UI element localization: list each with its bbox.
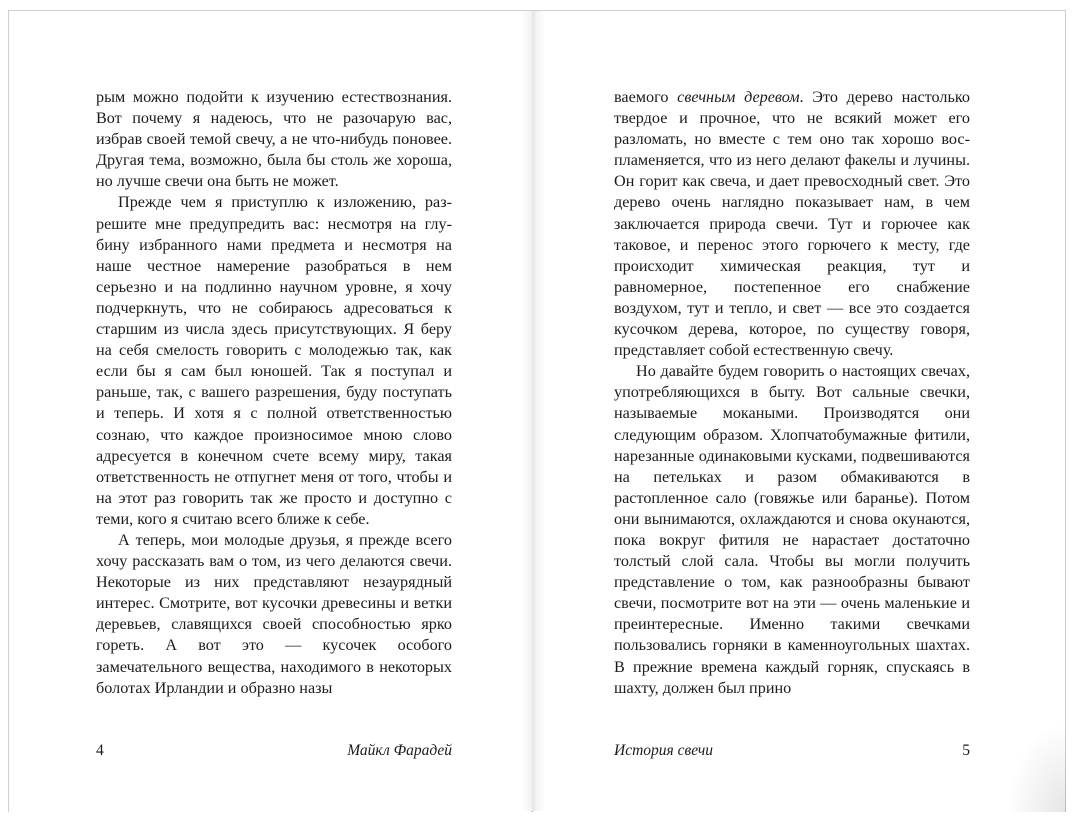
left-page xyxy=(9,11,531,812)
paragraph-start: ваемого xyxy=(614,88,678,106)
page-corner-shadow xyxy=(1006,722,1066,812)
paragraph: Но давайте будем говорить о настоящих свечах, употребляющихся в быту. Вот сальные свечки, называемые мокаными. Производятся они следующим образом. Хлопчатобумажные фитили, нарезанные одинаковыми кусками, подвешиваются на петельках и разом обмакиваются в растопленное сало (говяжье или баранье). Потом они вынимаются, охлаждаются и снова окунаются, пока вокруг фитиля не нарастает достаточно толстый слой сала. Чтобы вы могли получить представление о том, как разнообразны бывают свечи, посмотрите вот на эти — очень маленькие и преинтересные. Именно такими свечками пользовались горняки в каменноугольных шахтах. В прежние времена каждый горняк, спускаясь в шахту, должен был прино xyxy=(614,362,970,697)
paragraph: рым можно подойти к изучению естествознания. Вот почему я надеюсь, что не разочарую вас, избрав своей темой свечу, а не что-нибудь поновее. Другая тема, возможно, была бы столь же хороша, но лучше свечи она быть не может. xyxy=(96,88,452,191)
italic-term: свечным деревом xyxy=(677,88,800,106)
page-number: 4 xyxy=(96,742,104,759)
running-title: История свечи xyxy=(614,742,714,759)
book-gutter-shadow xyxy=(521,11,545,811)
running-title: Майкл Фарадей xyxy=(347,742,452,759)
paragraph-rest: . Это дерево настолько твердое и прочное, что не всякий может его разломать, но вместе с тем оно так хорошо воспламеняется, что из него делают факелы и лучины. Он горит как свеча, и дает превосходный свет. Это дерево очень наглядно показывает нам, в чем заключается природа свечи. Тут и горючее как таковое, и перенос этого горючего к месту, где происходит химическая реакция, тут и равномерное, постепенное его снабжение воздухом, тут и тепло, и свет — все это создается кусочком дерева, которое, по существу говоря, представляет собой естественную свечу. xyxy=(614,88,970,360)
page-number: 5 xyxy=(962,742,970,759)
paragraph xyxy=(614,87,970,361)
paragraph: Прежде чем я приступлю к изложению, разрешите мне предупредить вас: несмотря на глубину избранного нами предмета и несмотря на наше честное намерение разобраться в нем серьезно и на подлинно научном уровне, я хочу подчеркнуть, что не собираюсь адресоваться к старшим из числа здесь присутствующих. Я беру на себя смелость говорить с молодежью так, как если бы я сам был юношей. Так я поступал и раньше, так, с вашего разрешения, буду поступать и теперь. И хотя я с полной ответственностью сознаю, что каждое произносимое мною слово адресуется в конечном счете всему миру, такая ответственность не отпугнет меня от того, чтобы и на этот раз говорить так же просто и доступно с теми, кого я считаю всего ближе к себе. xyxy=(96,193,452,528)
left-page-text xyxy=(96,87,452,699)
right-page-text xyxy=(614,87,970,699)
right-page xyxy=(533,11,1065,812)
paragraph: А теперь, мои молодые друзья, я прежде всего хочу рассказать вам о том, из чего делаются свечи. Некоторые из них представляют незаурядный интерес. Смотрите, вот кусочки древесины и ветки деревьев, славящихся своей способностью ярко гореть. А вот это — кусочек особого замечательного вещества, находимого в некоторых болотах Ирландии и образно назы xyxy=(96,530,452,697)
